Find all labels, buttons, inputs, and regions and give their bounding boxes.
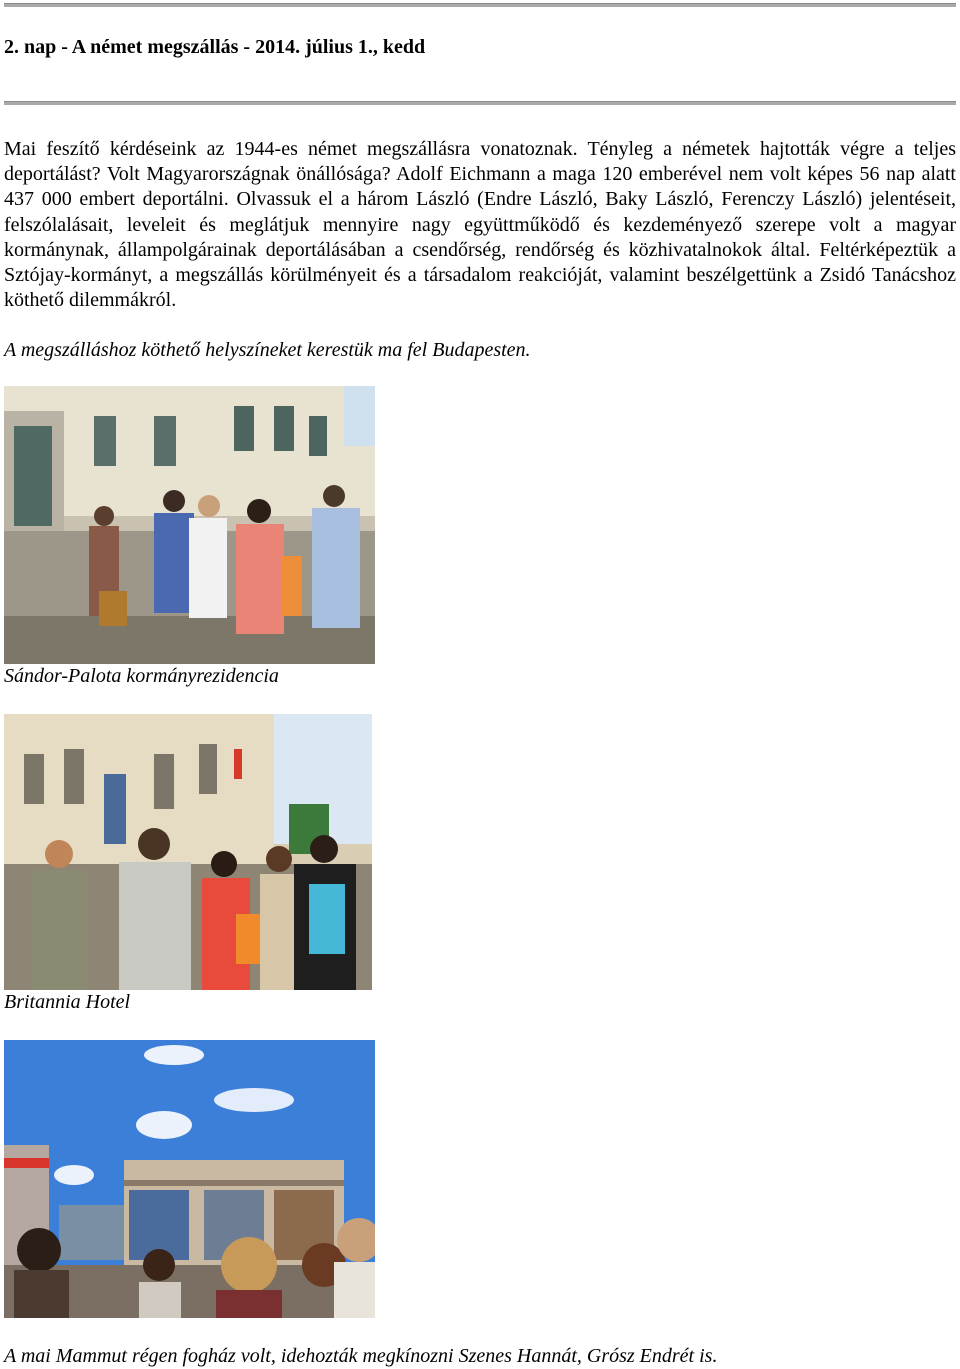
photo-caption: Sándor-Palota kormányrezidencia: [4, 665, 279, 687]
page-title: 2. nap - A német megszállás - 2014. július 1., kedd: [4, 36, 426, 58]
lead-text: A megszálláshoz köthető helyszíneket kerestük ma fel Budapesten.: [4, 339, 531, 361]
photo-caption: A mai Mammut régen fogház volt, idehozták megkínozni Szenes Hannát, Grósz Endrét is.: [4, 1345, 718, 1367]
photo-britannia-hotel: [4, 714, 372, 990]
photo-caption: Britannia Hotel: [4, 991, 131, 1013]
photo-sandor-palota: [4, 386, 375, 664]
title-rule: [4, 101, 956, 105]
photo-mammut: [4, 1040, 375, 1318]
intro-paragraph: Mai feszítő kérdéseink az 1944-es német megszállásra vonatoznak. Tényleg a németek hajtották végre a teljes deportálást? Volt Magyarországnak önállósága? Adolf Eichmann a maga 120 emberével nem volt képes 56 nap alatt 437 000 embert deportálni. Olvassuk el a három László (Endre László, Baky László, Ferenczy László) jelentéseit, felszólalásait, leveleit és meglátjuk mennyire nagy együttműködő és kezdeményező szerepe volt a magyar kormánynak, állampolgárainak deportálásában a csendőrség, rendőrség és közhivatalnokok által. Feltérképeztük a Sztójay-kormányt, a megszállás körülményeit és a társadalom reakcióját, valamint beszélgettünk a Zsidó Tanácshoz köthető dilemmákról.: [4, 138, 956, 312]
top-rule: [4, 3, 956, 7]
